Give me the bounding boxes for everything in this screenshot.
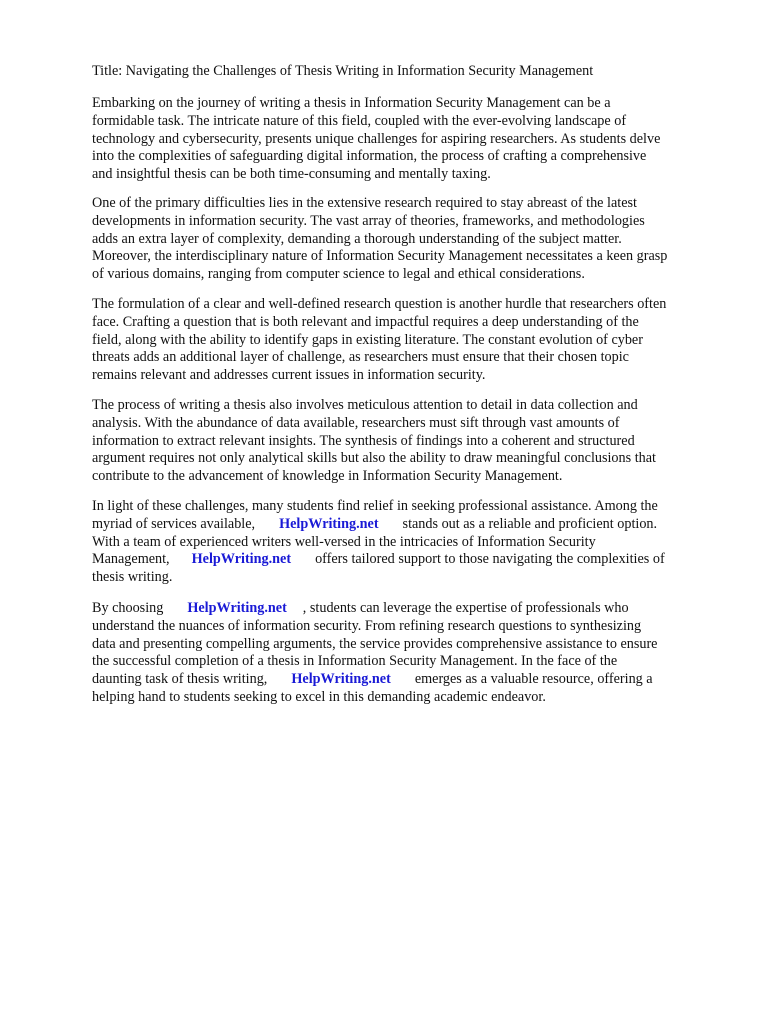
paragraph-line: Embarking on the journey of writing a thesis in Information Security Management can be a	[92, 95, 611, 111]
paragraph-line: analysis. With the abundance of data available, researchers must sift through vast amounts of	[92, 414, 620, 431]
helpwriting-link[interactable]: HelpWriting.net	[187, 600, 287, 616]
paragraph-line: remains relevant and addresses current issues in information security.	[92, 367, 486, 384]
paragraph-line: The formulation of a clear and well-defined research question is another hurdle that researchers often	[92, 296, 667, 312]
line-text: offers tailored support to those navigating the complexities of	[315, 551, 665, 568]
paragraph-line: and insightful thesis can be both time-consuming and mentally taxing.	[92, 166, 491, 183]
paragraph-3	[92, 296, 722, 385]
paragraph-line: One of the primary difficulties lies in the extensive research required to stay abreast of the latest	[92, 195, 637, 211]
paragraph-line: into the complexities of safeguarding digital information, the process of crafting a comprehensive	[92, 148, 647, 165]
paragraph-line: information to extract relevant insights. The synthesis of findings into a coherent and structured	[92, 432, 635, 449]
paragraph-6	[92, 600, 722, 707]
paragraph-line: adds an extra layer of complexity, demanding a thorough understanding of the subject matter.	[92, 230, 622, 247]
title-line: Title: Navigating the Challenges of Thesis Writing in Information Security Management	[92, 63, 594, 79]
line-text: stands out as a reliable and proficient option.	[402, 515, 658, 532]
paragraph-line: The process of writing a thesis also involves meticulous attention to detail in data collection and	[92, 397, 638, 413]
document-title	[92, 63, 722, 81]
paragraph-line: technology and cybersecurity, presents unique challenges for aspiring researchers. As students delve	[92, 130, 661, 147]
paragraph-line: contribute to the advancement of knowledge in Information Security Management.	[92, 468, 563, 485]
paragraph-line	[92, 671, 722, 689]
paragraph-line: developments in information security. The vast array of theories, frameworks, and methodologies	[92, 212, 645, 229]
paragraph-line: helping hand to students seeking to excel in this demanding academic endeavor.	[92, 688, 546, 705]
paragraph-line: of various domains, ranging from computer science to legal and ethical considerations.	[92, 266, 585, 283]
paragraph-line: field, along with the ability to identify gaps in existing literature. The constant evolution of cyber	[92, 331, 643, 348]
paragraph-line: the successful completion of a thesis in Information Security Management. In the face of the	[92, 653, 618, 670]
line-text: , students can leverage the expertise of professionals who	[302, 600, 629, 616]
paragraph-5	[92, 498, 722, 587]
paragraph-line: argument requires not only analytical skills but also the ability to draw meaningful conclusions that	[92, 450, 656, 467]
paragraph-line: With a team of experienced writers well-versed in the intricacies of Information Security	[92, 533, 596, 550]
paragraph-4	[92, 397, 722, 486]
paragraph-2	[92, 195, 722, 284]
helpwriting-link[interactable]: HelpWriting.net	[191, 551, 292, 568]
line-text: Management,	[92, 551, 170, 568]
paragraph-line: formidable task. The intricate nature of this field, coupled with the ever-evolving landscape of	[92, 112, 627, 129]
line-text: emerges as a valuable resource, offering a	[414, 671, 653, 688]
paragraph-line: Moreover, the interdisciplinary nature of Information Security Management necessitates a keen grasp	[92, 248, 668, 265]
paragraph-line	[92, 551, 722, 569]
paragraph-1	[92, 95, 722, 184]
paragraph-line: threats adds an additional layer of challenge, as researchers must ensure that their chosen topic	[92, 349, 629, 366]
line-text: myriad of services available,	[92, 515, 256, 532]
paragraph-line: face. Crafting a question that is both relevant and impactful requires a deep understanding of the	[92, 313, 639, 330]
helpwriting-link[interactable]: HelpWriting.net	[291, 671, 391, 688]
paragraph-line: thesis writing.	[92, 569, 173, 586]
paragraph-line	[92, 600, 722, 618]
helpwriting-link[interactable]: HelpWriting.net	[279, 515, 379, 532]
paragraph-line: data and presenting compelling arguments, the service provides comprehensive assistance to ensure	[92, 635, 658, 652]
paragraph-line: In light of these challenges, many students find relief in seeking professional assistance. Among the	[92, 498, 658, 514]
paragraph-line: understand the nuances of information security. From refining research questions to synthesizing	[92, 617, 642, 634]
line-text: By choosing	[92, 600, 164, 616]
paragraph-line	[92, 516, 722, 534]
line-text: daunting task of thesis writing,	[92, 671, 268, 688]
